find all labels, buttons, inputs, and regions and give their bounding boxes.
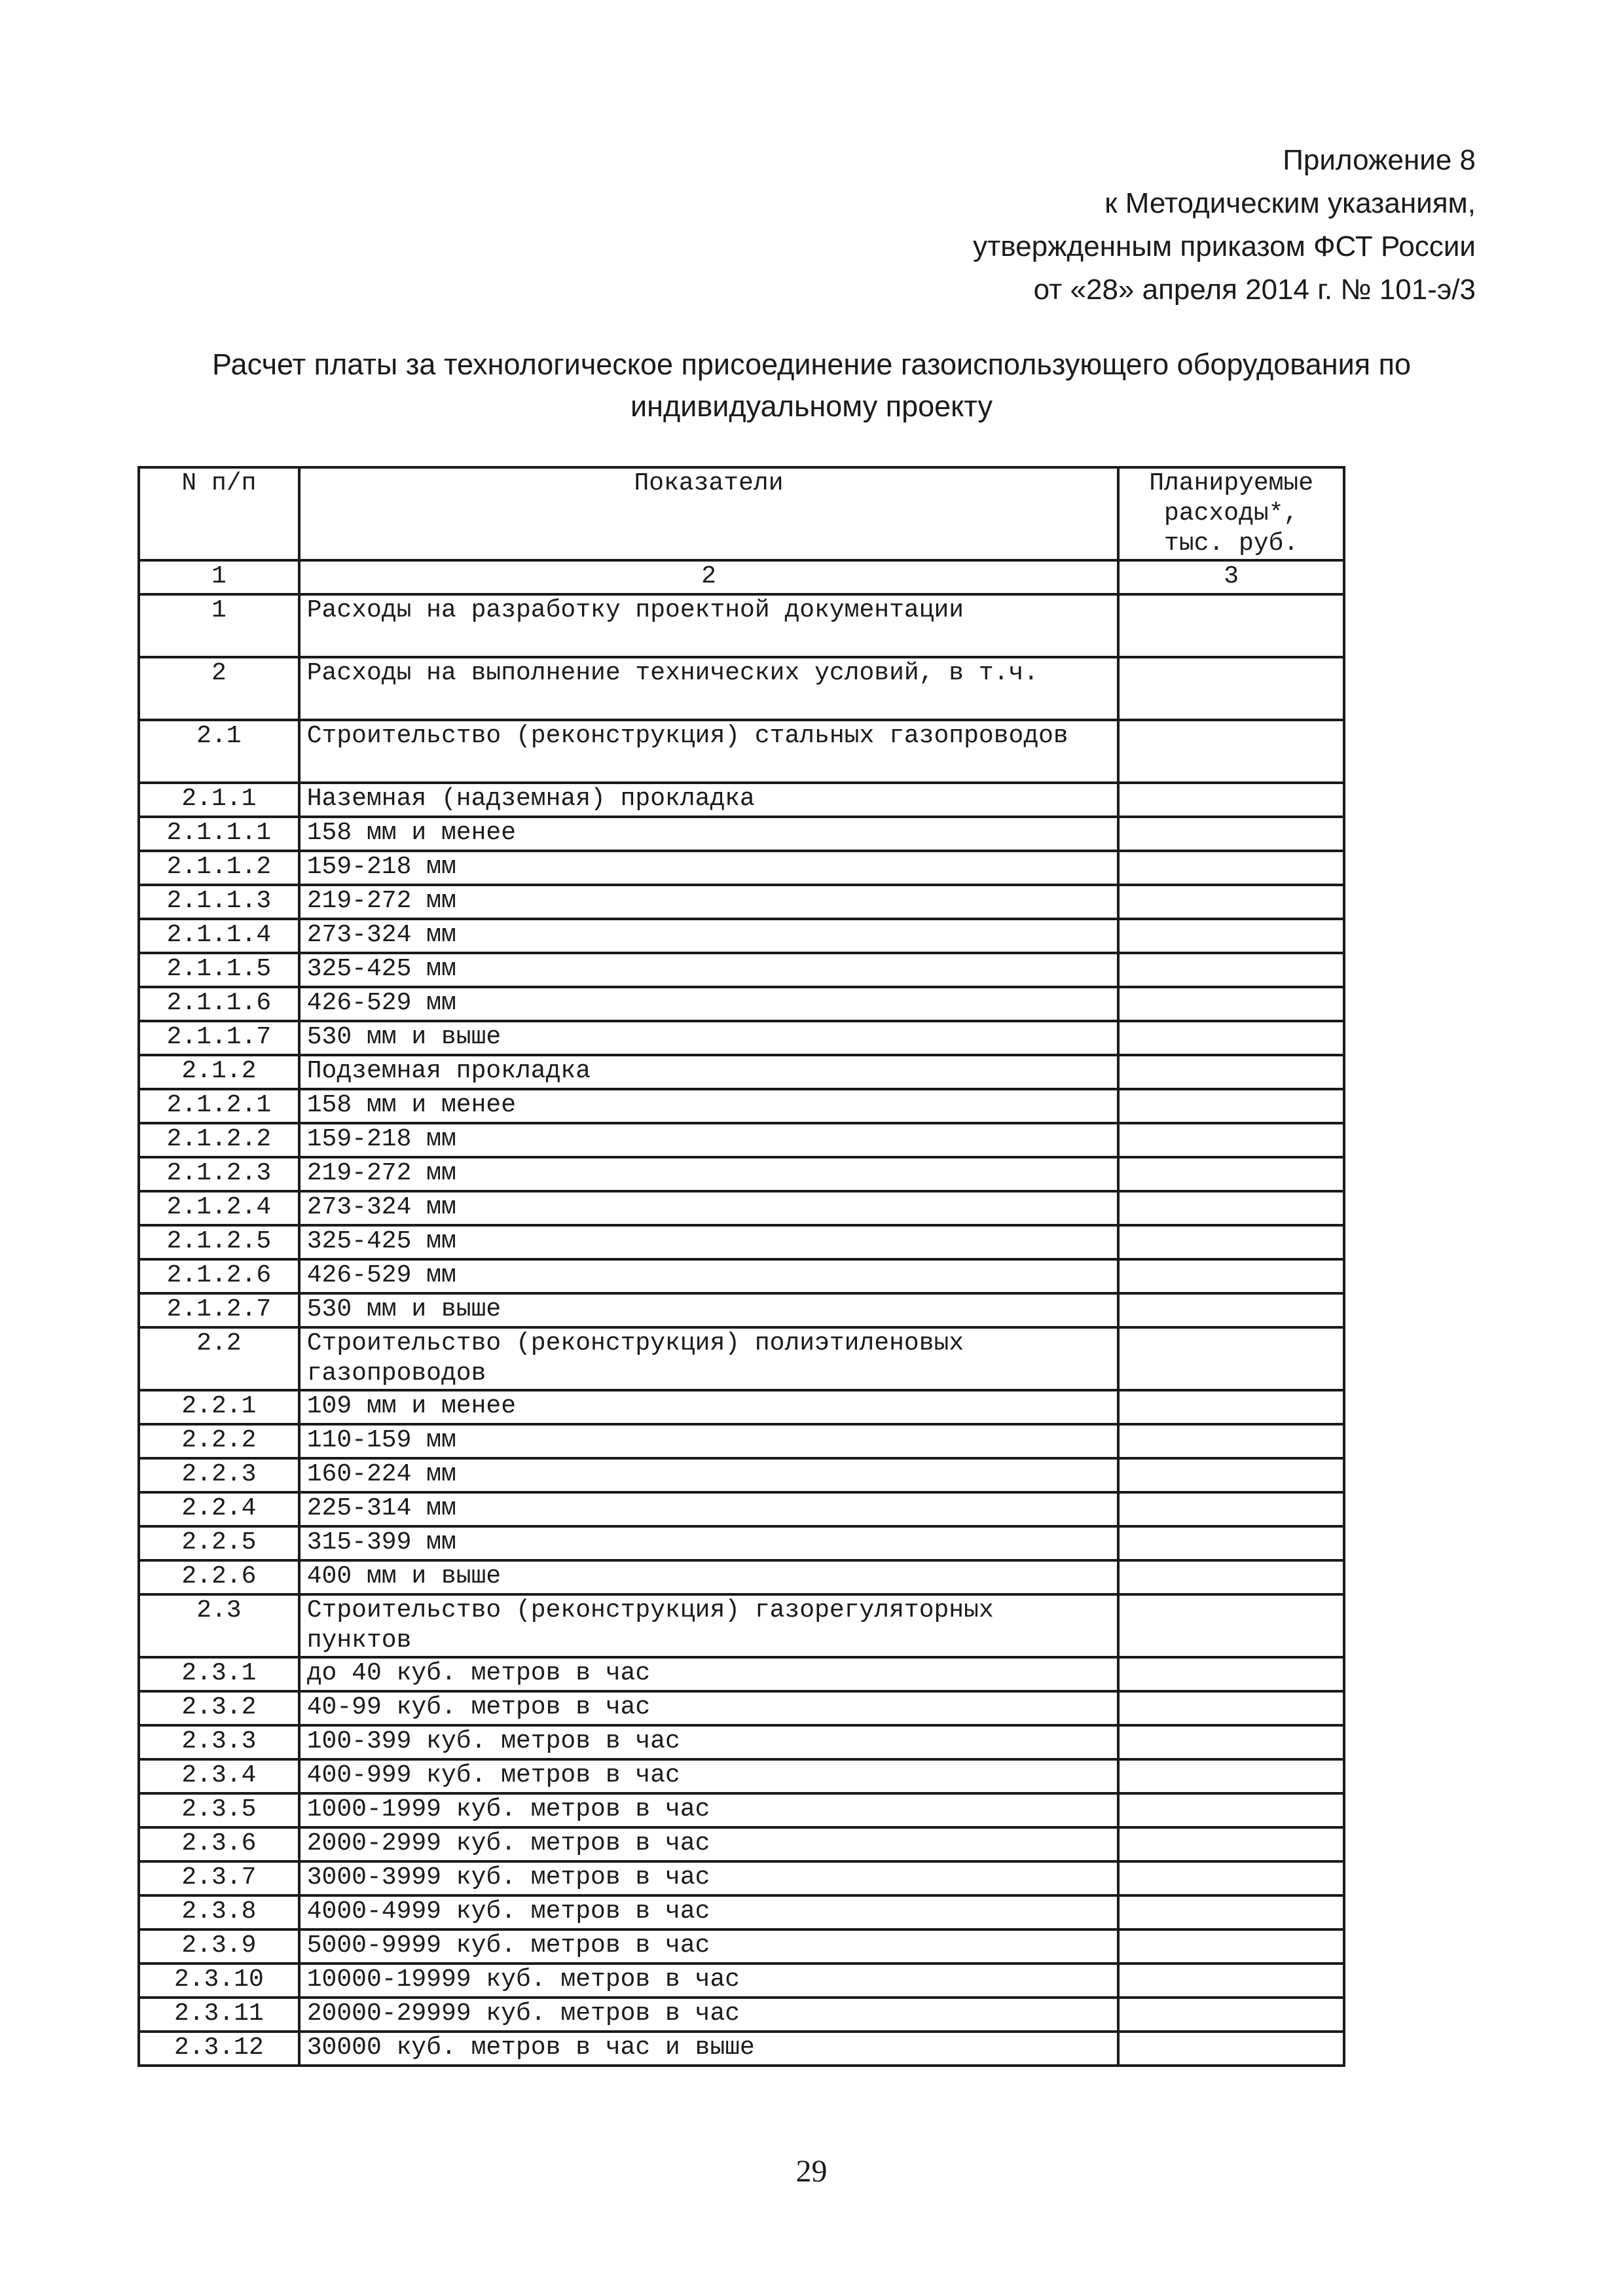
table-row	[139, 1458, 1344, 1492]
row-indicator: 30000 куб. метров в час и выше	[299, 2032, 1119, 2066]
row-planned-cost	[1118, 1998, 1344, 2032]
column-number: 3	[1118, 560, 1344, 594]
row-planned-cost	[1118, 1055, 1344, 1089]
row-number: 2.3.8	[139, 1895, 299, 1929]
document-title	[131, 344, 1492, 427]
row-number: 2.1.2	[139, 1055, 299, 1089]
title-line-1: Расчет платы за технологическое присоединение газоиспользующего оборудования по	[212, 348, 1411, 381]
row-planned-cost	[1118, 1259, 1344, 1293]
row-number: 2.2.3	[139, 1458, 299, 1492]
header-planned-line-3: тыс. руб.	[1164, 529, 1299, 558]
column-number: 1	[139, 560, 299, 594]
row-indicator: 40-99 куб. метров в час	[299, 1691, 1119, 1725]
row-planned-cost	[1118, 1526, 1344, 1560]
row-number: 2.1.2.5	[139, 1225, 299, 1259]
table-row	[139, 1055, 1344, 1089]
row-planned-cost	[1118, 1225, 1344, 1259]
header-indicators: Показатели	[299, 467, 1119, 560]
row-planned-cost	[1118, 1458, 1344, 1492]
table-row	[139, 1492, 1344, 1526]
row-indicator: 109 мм и менее	[299, 1390, 1119, 1424]
table-row	[139, 1123, 1344, 1157]
row-number: 2.2.1	[139, 1390, 299, 1424]
row-number: 2.2.4	[139, 1492, 299, 1526]
header-planned-line-2: расходы*,	[1164, 499, 1299, 528]
row-number: 2.1.2.1	[139, 1089, 299, 1123]
row-planned-cost	[1118, 720, 1344, 783]
row-indicator: 225-314 мм	[299, 1492, 1119, 1526]
table-row	[139, 1657, 1344, 1691]
header-planned-costs	[1118, 467, 1344, 560]
row-indicator: 5000-9999 куб. метров в час	[299, 1929, 1119, 1964]
table-row	[139, 783, 1344, 817]
row-planned-cost	[1118, 1293, 1344, 1327]
row-indicator: 160-224 мм	[299, 1458, 1119, 1492]
row-number: 2.3.2	[139, 1691, 299, 1725]
table-row	[139, 720, 1344, 783]
row-indicator: до 40 куб. метров в час	[299, 1657, 1119, 1691]
column-number-row	[139, 560, 1344, 594]
table-row	[139, 1259, 1344, 1293]
table-row	[139, 1191, 1344, 1225]
row-indicator: 1000-1999 куб. метров в час	[299, 1793, 1119, 1827]
table-row	[139, 1691, 1344, 1725]
row-number: 2.2.2	[139, 1424, 299, 1458]
row-indicator: Строительство (реконструкция) полиэтиленовых газопроводов	[299, 1327, 1119, 1390]
row-planned-cost	[1118, 1123, 1344, 1157]
table-row	[139, 885, 1344, 919]
row-number: 2.1.2.2	[139, 1123, 299, 1157]
row-number: 2.3.3	[139, 1725, 299, 1759]
row-number: 2.1.1	[139, 783, 299, 817]
appendix-header	[973, 139, 1476, 312]
row-number: 2.1.2.4	[139, 1191, 299, 1225]
row-number: 2.1.1.5	[139, 953, 299, 987]
row-indicator: Расходы на выполнение технических условий, в т.ч.	[299, 657, 1119, 720]
row-number: 2.3.4	[139, 1759, 299, 1793]
row-planned-cost	[1118, 817, 1344, 851]
row-indicator: 4000-4999 куб. метров в час	[299, 1895, 1119, 1929]
row-number: 2.1.2.7	[139, 1293, 299, 1327]
table-row	[139, 1594, 1344, 1657]
cost-table	[137, 466, 1345, 2067]
title-line-2: индивидуальному проекту	[630, 389, 993, 423]
row-indicator: 159-218 мм	[299, 851, 1119, 885]
table-row	[139, 1225, 1344, 1259]
table-row	[139, 1759, 1344, 1793]
table-row	[139, 919, 1344, 953]
row-number: 2.3.5	[139, 1793, 299, 1827]
row-number: 2.3.11	[139, 1998, 299, 2032]
row-planned-cost	[1118, 1861, 1344, 1895]
appendix-number: Приложение 8	[1283, 144, 1476, 176]
appendix-date: от «28» апреля 2014 г. № 101-э/3	[1033, 274, 1476, 306]
table-row	[139, 1895, 1344, 1929]
table-row	[139, 1560, 1344, 1594]
row-indicator: 400 мм и выше	[299, 1560, 1119, 1594]
appendix-order: утвержденным приказом ФСТ России	[973, 230, 1476, 262]
row-number: 2.1.1.1	[139, 817, 299, 851]
row-planned-cost	[1118, 783, 1344, 817]
row-planned-cost	[1118, 1327, 1344, 1390]
table-row	[139, 1827, 1344, 1861]
row-number: 2.3.7	[139, 1861, 299, 1895]
row-indicator: 3000-3999 куб. метров в час	[299, 1861, 1119, 1895]
row-indicator: 2000-2999 куб. метров в час	[299, 1827, 1119, 1861]
row-number: 2.1.2.6	[139, 1259, 299, 1293]
table-row	[139, 1861, 1344, 1895]
table-row	[139, 657, 1344, 720]
table-row	[139, 1327, 1344, 1390]
row-indicator: 219-272 мм	[299, 1157, 1119, 1191]
row-planned-cost	[1118, 1492, 1344, 1526]
row-planned-cost	[1118, 885, 1344, 919]
header-planned-line-1: Планируемые	[1149, 469, 1314, 497]
row-indicator: 315-399 мм	[299, 1526, 1119, 1560]
row-planned-cost	[1118, 1759, 1344, 1793]
row-number: 2.1.1.4	[139, 919, 299, 953]
row-indicator: 20000-29999 куб. метров в час	[299, 1998, 1119, 2032]
row-planned-cost	[1118, 1725, 1344, 1759]
row-indicator: 426-529 мм	[299, 987, 1119, 1021]
table-row	[139, 1157, 1344, 1191]
row-number: 2.3.1	[139, 1657, 299, 1691]
row-indicator: 530 мм и выше	[299, 1021, 1119, 1055]
row-planned-cost	[1118, 1964, 1344, 1998]
row-planned-cost	[1118, 1089, 1344, 1123]
table-row	[139, 1793, 1344, 1827]
row-planned-cost	[1118, 919, 1344, 953]
row-indicator: Строительство (реконструкция) газорегуляторных пунктов	[299, 1594, 1119, 1657]
row-planned-cost	[1118, 594, 1344, 657]
row-planned-cost	[1118, 1929, 1344, 1964]
table-row	[139, 1424, 1344, 1458]
row-planned-cost	[1118, 1657, 1344, 1691]
row-indicator: 10000-19999 куб. метров в час	[299, 1964, 1119, 1998]
table-row	[139, 1390, 1344, 1424]
row-indicator: 426-529 мм	[299, 1259, 1119, 1293]
appendix-reference: к Методическим указаниям,	[1104, 187, 1476, 219]
table-row	[139, 594, 1344, 657]
table-row	[139, 1998, 1344, 2032]
row-indicator: 325-425 мм	[299, 1225, 1119, 1259]
row-planned-cost	[1118, 987, 1344, 1021]
row-planned-cost	[1118, 1021, 1344, 1055]
row-indicator: Расходы на разработку проектной документации	[299, 594, 1119, 657]
row-planned-cost	[1118, 1793, 1344, 1827]
table-row	[139, 1089, 1344, 1123]
row-indicator: 159-218 мм	[299, 1123, 1119, 1157]
table-row	[139, 851, 1344, 885]
row-number: 2.1.1.6	[139, 987, 299, 1021]
row-indicator: Строительство (реконструкция) стальных газопроводов	[299, 720, 1119, 783]
row-number: 2.3.6	[139, 1827, 299, 1861]
row-planned-cost	[1118, 1594, 1344, 1657]
row-planned-cost	[1118, 1827, 1344, 1861]
row-indicator: 400-999 куб. метров в час	[299, 1759, 1119, 1793]
page-number: 29	[795, 2154, 828, 2189]
row-number: 2.2.6	[139, 1560, 299, 1594]
row-indicator: 100-399 куб. метров в час	[299, 1725, 1119, 1759]
row-planned-cost	[1118, 1191, 1344, 1225]
row-planned-cost	[1118, 953, 1344, 987]
row-indicator: Подземная прокладка	[299, 1055, 1119, 1089]
row-planned-cost	[1118, 1424, 1344, 1458]
row-number: 2.1.1.2	[139, 851, 299, 885]
row-planned-cost	[1118, 1157, 1344, 1191]
row-planned-cost	[1118, 2032, 1344, 2066]
row-number: 2.1.2.3	[139, 1157, 299, 1191]
table-header-row	[139, 467, 1344, 560]
row-number: 2.2	[139, 1327, 299, 1390]
row-planned-cost	[1118, 1691, 1344, 1725]
table-row	[139, 1293, 1344, 1327]
row-indicator: 158 мм и менее	[299, 1089, 1119, 1123]
table-row	[139, 1021, 1344, 1055]
row-indicator: 219-272 мм	[299, 885, 1119, 919]
table-row	[139, 817, 1344, 851]
row-planned-cost	[1118, 1895, 1344, 1929]
row-number: 2.3.9	[139, 1929, 299, 1964]
row-indicator: 158 мм и менее	[299, 817, 1119, 851]
row-planned-cost	[1118, 1560, 1344, 1594]
row-number: 2.1.1.7	[139, 1021, 299, 1055]
row-number: 2.3.10	[139, 1964, 299, 1998]
table-row	[139, 1929, 1344, 1964]
row-number: 2.1.1.3	[139, 885, 299, 919]
row-number: 1	[139, 594, 299, 657]
row-number: 2.3	[139, 1594, 299, 1657]
table-row	[139, 1725, 1344, 1759]
row-number: 2	[139, 657, 299, 720]
table-row	[139, 987, 1344, 1021]
table-row	[139, 1526, 1344, 1560]
table-row	[139, 2032, 1344, 2066]
row-planned-cost	[1118, 1390, 1344, 1424]
row-number: 2.2.5	[139, 1526, 299, 1560]
row-indicator: 273-324 мм	[299, 1191, 1119, 1225]
row-indicator: 273-324 мм	[299, 919, 1119, 953]
row-planned-cost	[1118, 851, 1344, 885]
row-number: 2.3.12	[139, 2032, 299, 2066]
header-number: N п/п	[139, 467, 299, 560]
row-planned-cost	[1118, 657, 1344, 720]
row-number: 2.1	[139, 720, 299, 783]
column-number: 2	[299, 560, 1119, 594]
row-indicator: 110-159 мм	[299, 1424, 1119, 1458]
table-row	[139, 1964, 1344, 1998]
row-indicator: 325-425 мм	[299, 953, 1119, 987]
row-indicator: Наземная (надземная) прокладка	[299, 783, 1119, 817]
table-row	[139, 953, 1344, 987]
row-indicator: 530 мм и выше	[299, 1293, 1119, 1327]
